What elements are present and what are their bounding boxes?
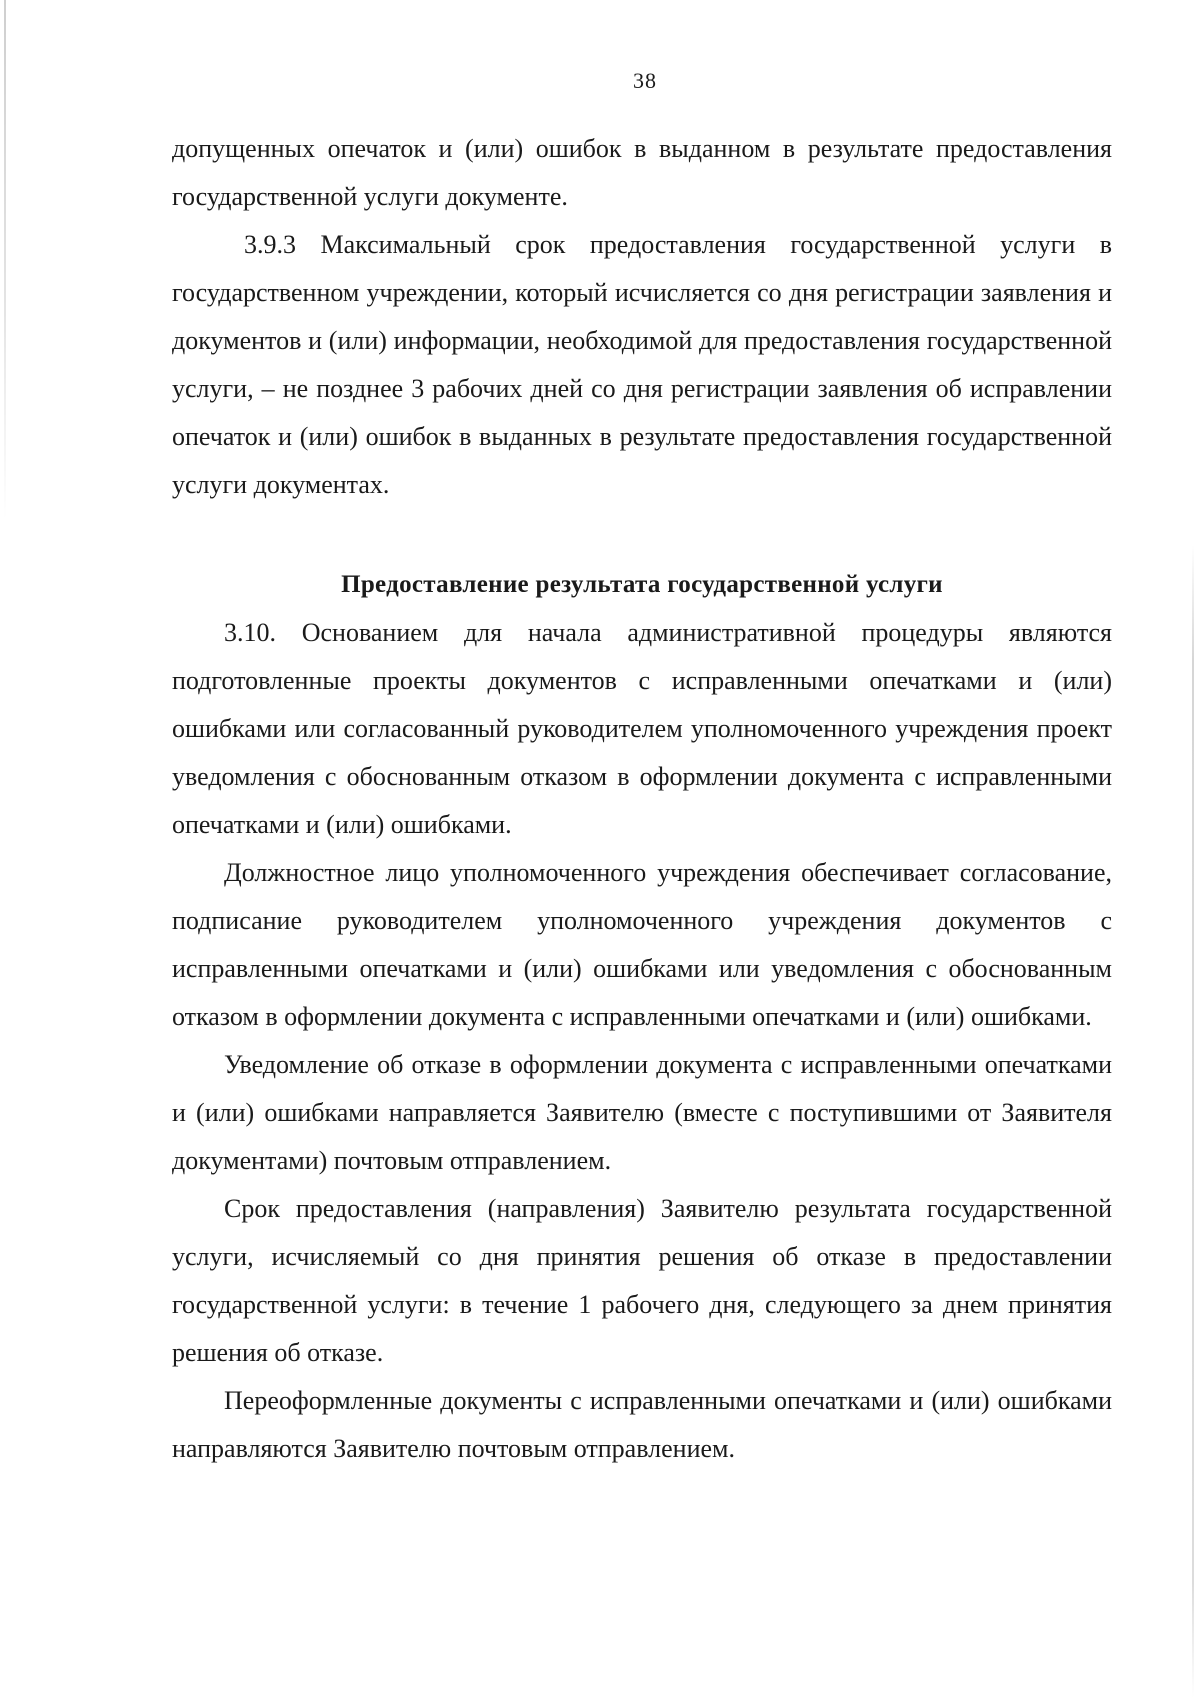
scan-edge-right: [1192, 545, 1194, 1698]
page-number: 38: [633, 68, 657, 93]
document-body: [172, 125, 1112, 1473]
paragraph-continuation: допущенных опечаток и (или) ошибок в выданном в результате предоставления государственной услуги документе.: [172, 134, 1112, 211]
section-heading: Предоставление результата государственной услуги: [341, 571, 943, 598]
paragraph-official: Должностное лицо уполномоченного учреждения обеспечивает согласование, подписание руководителем уполномоченного учреждения документов с исправленными опечатками и (или) ошибками или уведомления с обоснованным отказом в оформлении документа с исправленными опечатками и (или) ошибками.: [172, 858, 1112, 1031]
paragraph-reissued-documents: Переоформленные документы с исправленными опечатками и (или) ошибками направляются Заявителю почтовым отправлением.: [172, 1386, 1112, 1463]
paragraph-deadline: Срок предоставления (направления) Заявителю результата государственной услуги, исчисляемый со дня принятия решения об отказе в предоставлении государственной услуги: в течение 1 рабочего дня, следующего за днем принятия решения об отказе.: [172, 1194, 1112, 1367]
paragraph-refusal-notice: Уведомление об отказе в оформлении документа с исправленными опечатками и (или) ошибками направляется Заявителю (вместе с поступившими от Заявителя документами) почтовым отправлением.: [172, 1050, 1112, 1175]
paragraph-3-10: 3.10. Основанием для начала административной процедуры являются подготовленные проекты документов с исправленными опечатками и (или) ошибками или согласованный руководителем уполномоченного учреждения проект уведомления с обоснованным отказом в оформлении документа с исправленными опечатками и (или) ошибками.: [172, 618, 1112, 839]
paragraph-3-9-3: 3.9.3 Максимальный срок предоставления государственной услуги в государственном учреждении, который исчисляется со дня регистрации заявления и документов и (или) информации, необходимой для предоставления государственной услуги, – не позднее 3 рабочих дней со дня регистрации заявления об исправлении опечаток и (или) ошибок в выданных в результате предоставления государственной услуги документах.: [172, 230, 1112, 499]
